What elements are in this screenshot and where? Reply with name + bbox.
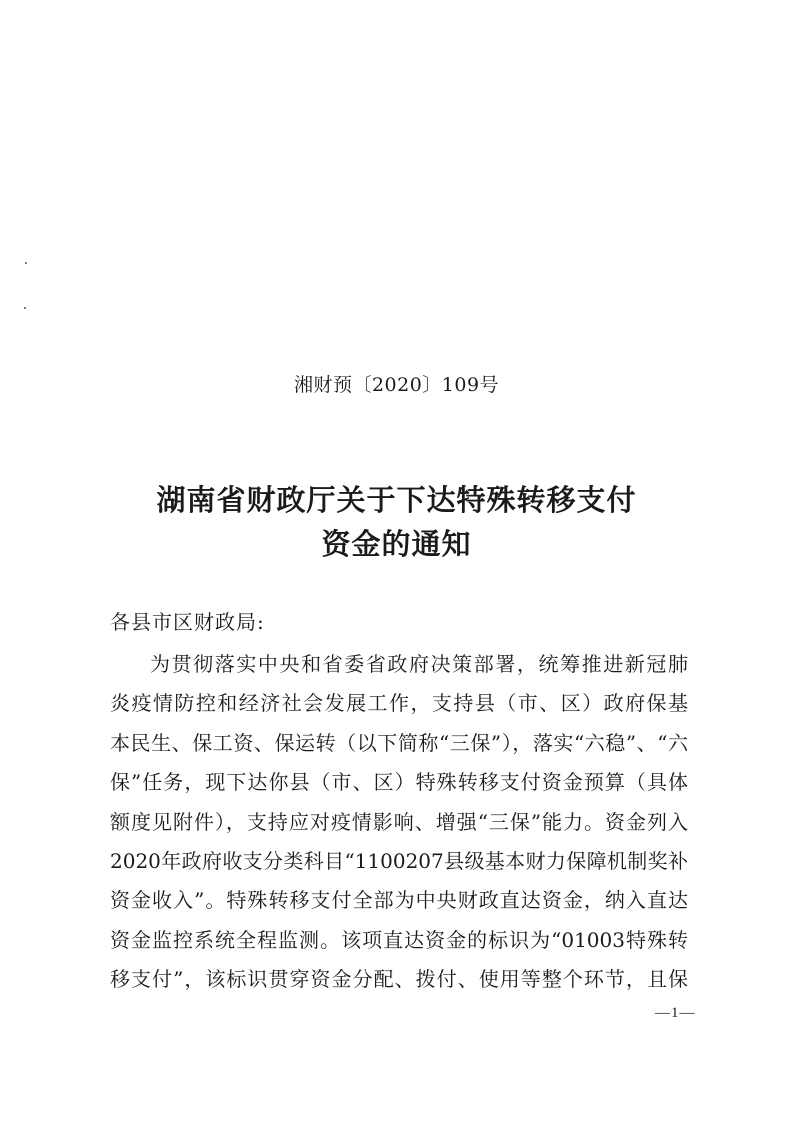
title-line: 湖南省财政厅关于下达特殊转移支付	[156, 483, 637, 517]
body-line: 2020年政府收支分类科目“1100207县级基本财力保障机制奖补	[110, 848, 688, 873]
scan-mark	[24, 307, 26, 309]
body-line: 为贯彻落实中央和省委省政府决策部署，统筹推进新冠肺	[150, 652, 688, 676]
body-line: 炎疫情防控和经济社会发展工作，支持县（市、区）政府保基	[110, 691, 688, 716]
body-text	[110, 646, 688, 1001]
body-line: 额度见附件），支持应对疫情影响、增强“三保”能力。资金列入	[110, 809, 688, 834]
scan-mark	[25, 262, 27, 264]
title-line: 资金的通知	[321, 527, 472, 561]
body-line: 保”任务，现下达你县（市、区）特殊转移支付资金预算（具体	[110, 770, 688, 795]
document-number: 湘财预〔2020〕109号	[293, 374, 500, 396]
body-line: 资金监控系统全程监测。该项直达资金的标识为“01003特殊转	[110, 927, 688, 952]
document-title	[0, 478, 793, 566]
body-line: 本民生、保工资、保运转（以下简称“三保”），落实“六稳”、“六	[110, 730, 688, 755]
salutation: 各县市区财政局:	[110, 610, 265, 634]
page-number: —1—	[655, 1005, 696, 1021]
body-line: 移支付”，该标识贯穿资金分配、拨付、使用等整个环节，且保	[110, 967, 688, 992]
body-line: 资金收入”。特殊转移支付全部为中央财政直达资金，纳入直达	[110, 888, 688, 913]
